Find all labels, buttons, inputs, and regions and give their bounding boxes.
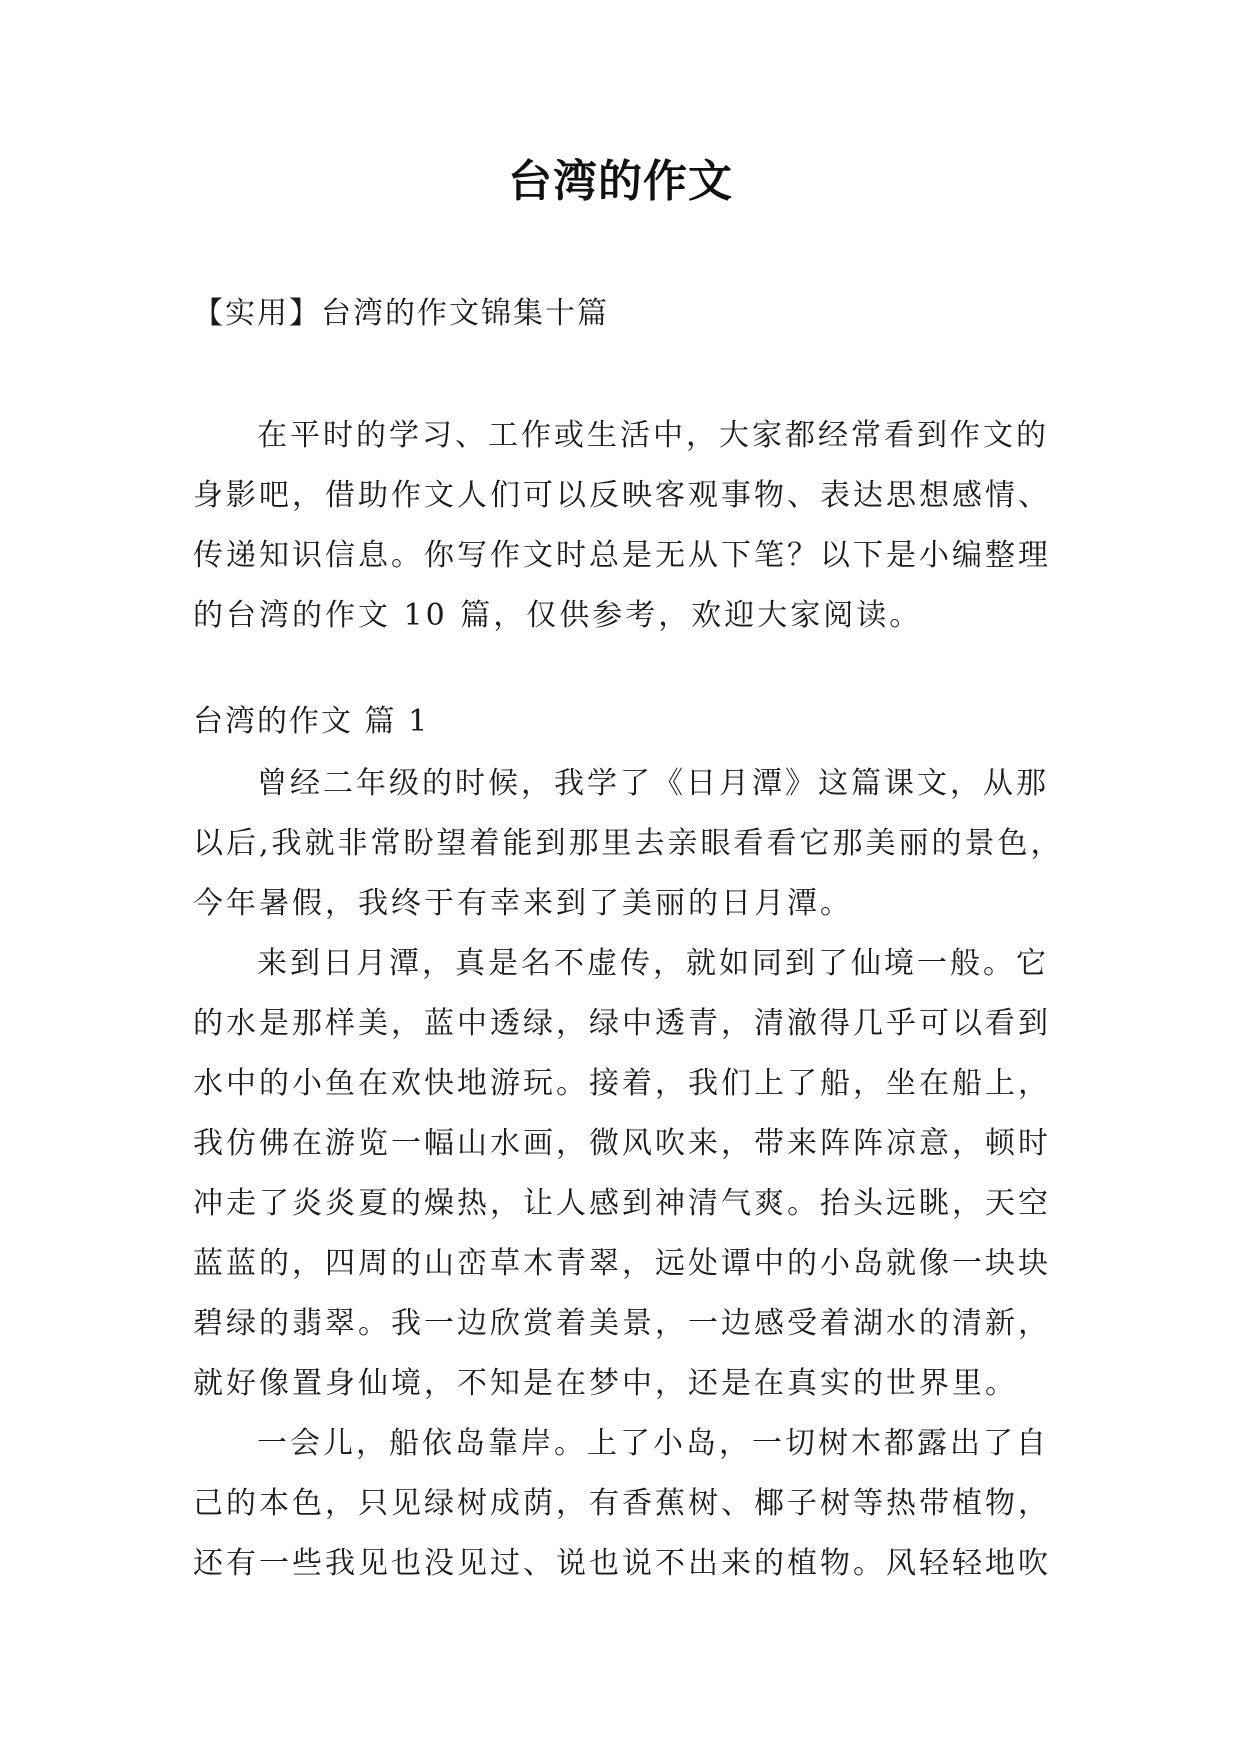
essay-line: 今年暑假，我终于有幸来到了美丽的日月潭。 [193, 886, 853, 921]
essay-line: 的水是那样美，蓝中透绿，绿中透青，清澈得几乎可以看到 [193, 1006, 1051, 1041]
essay-line: 曾经二年级的时候，我学了《日月潭》这篇课文，从那 [257, 766, 1049, 801]
essay-line: 一会儿，船依岛靠岸。上了小岛，一切树木都露出了自 [257, 1426, 1049, 1461]
intro-paragraph [193, 406, 1053, 646]
essay-line: 就好像置身仙境，不知是在梦中，还是在真实的世界里。 [193, 1366, 1018, 1401]
intro-line: 传递知识信息。你写作文时总是无从下笔？以下是小编整理 [193, 538, 1051, 573]
essay-line: 我仿佛在游览一幅山水画，微风吹来，带来阵阵凉意，顿时 [193, 1126, 1051, 1161]
essay-line: 以后,我就非常盼望着能到那里去亲眼看看它那美丽的景色， [193, 826, 1064, 861]
intro-line: 在平时的学习、工作或生活中，大家都经常看到作文的 [257, 418, 1049, 453]
document-subtitle: 【实用】台湾的作文锦集十篇 [193, 296, 609, 331]
essay-line: 蓝蓝的，四周的山峦草木青翠，远处谭中的小岛就像一块块 [193, 1246, 1051, 1281]
section-heading: 台湾的作文 篇 1 [193, 704, 430, 739]
essay-line: 还有一些我见也没见过、说也说不出来的植物。风轻轻地吹 [193, 1546, 1051, 1581]
essay-body [193, 754, 1064, 1594]
essay-line: 水中的小鱼在欢快地游玩。接着，我们上了船，坐在船上， [193, 1066, 1051, 1101]
document-title: 台湾的作文 [508, 156, 733, 207]
essay-line: 来到日月潭，真是名不虚传，就如同到了仙境一般。它 [257, 946, 1049, 981]
essay-line: 己的本色，只见绿树成荫，有香蕉树、椰子树等热带植物， [193, 1486, 1051, 1521]
intro-line: 身影吧，借助作文人们可以反映客观事物、表达思想感情、 [193, 478, 1051, 513]
essay-line: 碧绿的翡翠。我一边欣赏着美景，一边感受着湖水的清新， [193, 1306, 1051, 1341]
intro-line: 的台湾的作文 10 篇，仅供参考，欢迎大家阅读。 [193, 598, 923, 633]
essay-line: 冲走了炎炎夏的燥热，让人感到神清气爽。抬头远眺，天空 [193, 1186, 1051, 1221]
